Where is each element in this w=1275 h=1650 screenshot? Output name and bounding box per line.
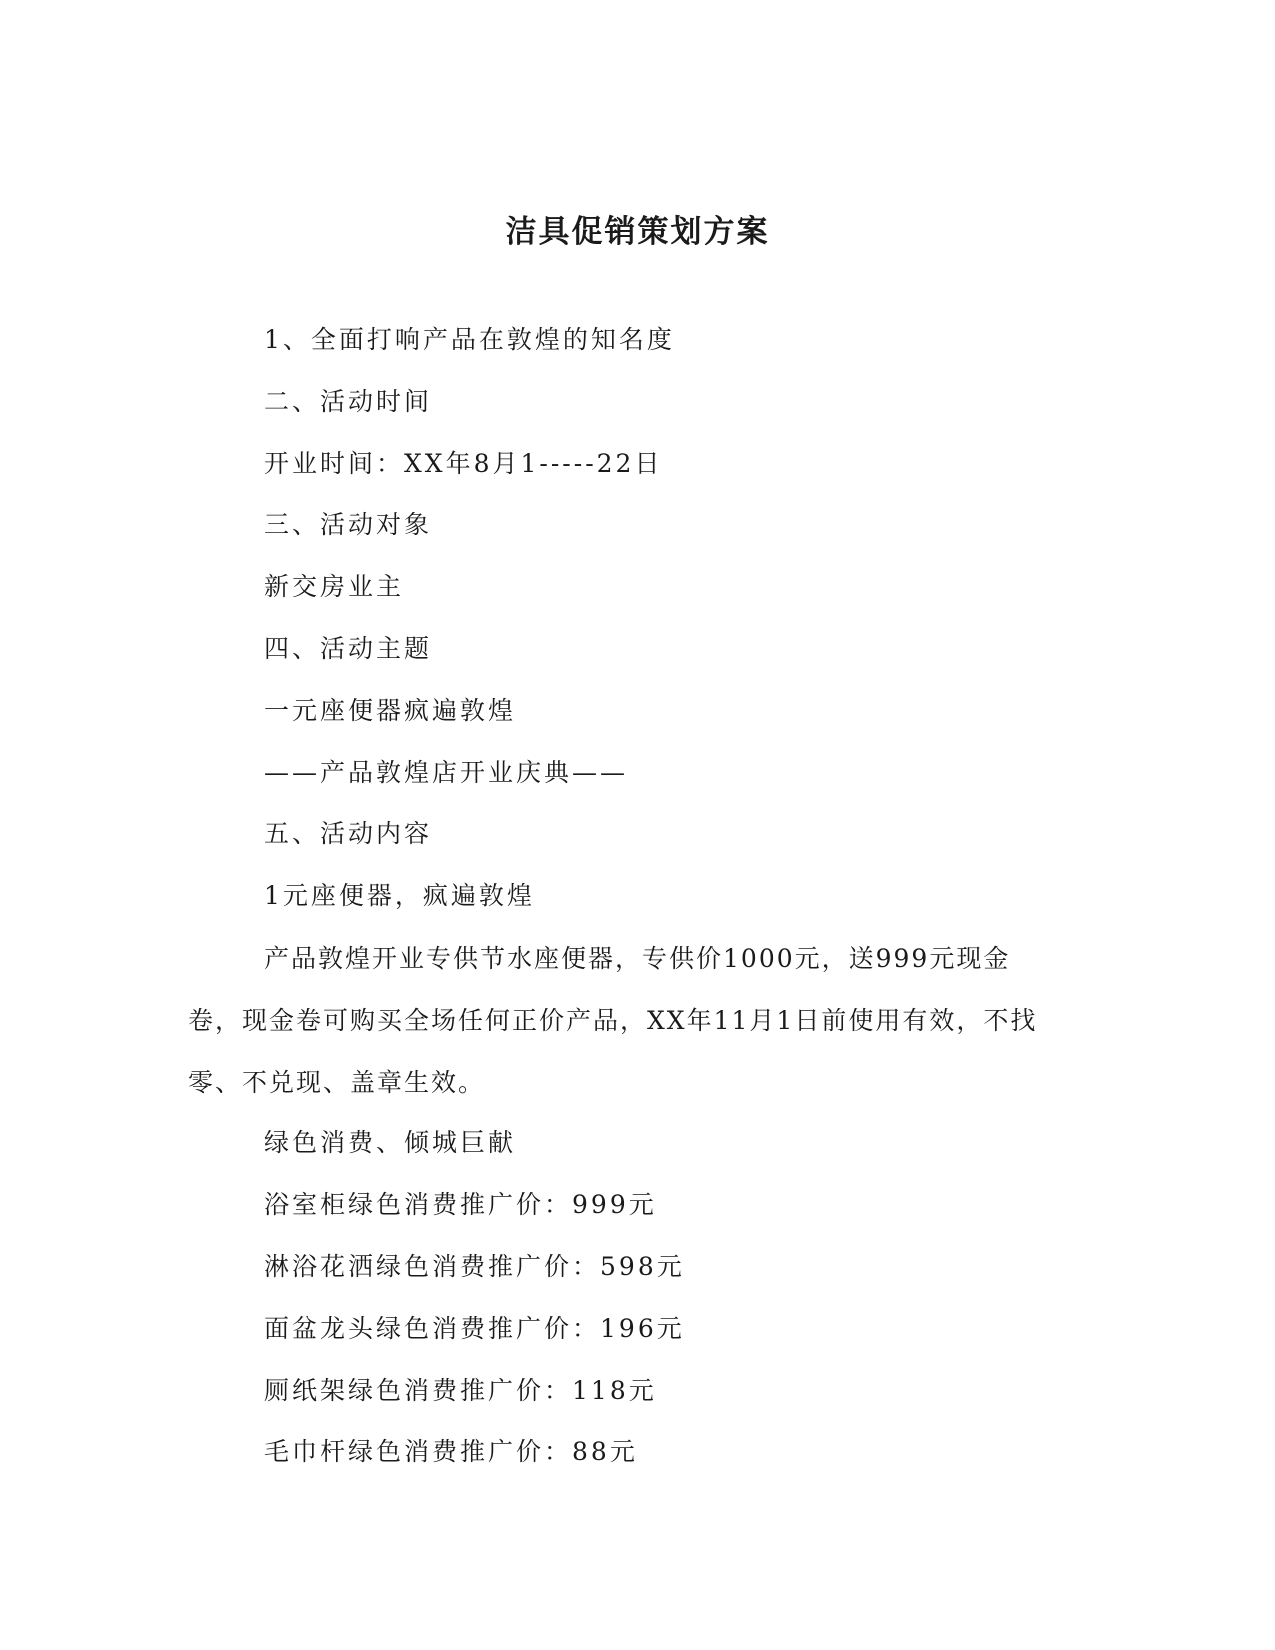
text-line: 一元座便器疯遍敦煌 [264, 695, 517, 725]
document-title: 洁具促销策划方案 [505, 214, 770, 250]
text-line: 1元座便器，疯遍敦煌 [264, 881, 535, 911]
offer-paragraph: 产品敦煌开业专供节水座便器，专供价1000元，送999元现金卷，现金卷可购买全场任何正价产品，XX年11月1日前使用有效，不找零、不兑现、盖章生效。 [188, 943, 1038, 1097]
text-line: 1、全面打响产品在敦煌的知名度 [264, 325, 675, 354]
price-line: 面盆龙头绿色消费推广价：196元 [264, 1313, 685, 1343]
text-line: ——产品敦煌店开业庆典—— [264, 757, 629, 787]
price-line: 浴室柜绿色消费推广价：999元 [264, 1190, 657, 1220]
price-line: 毛巾杆绿色消费推广价：88元 [264, 1437, 638, 1467]
text-line: 开业时间：XX年8月1-----22日 [264, 448, 663, 478]
price-line: 淋浴花洒绿色消费推广价：598元 [264, 1251, 685, 1281]
section-heading-time: 二、活动时间 [264, 386, 433, 416]
text-line: 新交房业主 [264, 572, 405, 602]
section-heading-content: 五、活动内容 [264, 819, 433, 849]
text-line: 绿色消费、倾城巨献 [264, 1128, 517, 1158]
section-heading-theme: 四、活动主题 [264, 633, 433, 663]
price-line: 厕纸架绿色消费推广价：118元 [264, 1375, 657, 1405]
section-heading-target: 三、活动对象 [264, 510, 433, 540]
document-body [188, 325, 1058, 1499]
